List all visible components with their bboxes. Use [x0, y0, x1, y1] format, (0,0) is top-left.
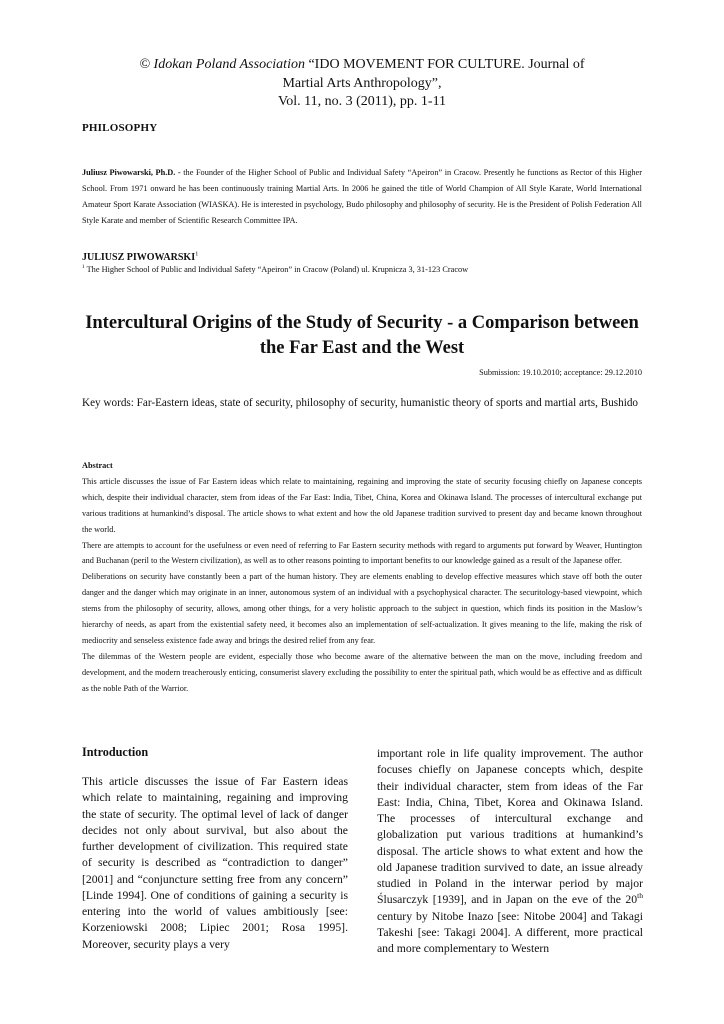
- section-label: PHILOSOPHY: [82, 122, 158, 134]
- journal-volume: Vol. 11, no. 3 (2011), pp. 1-11: [277, 94, 447, 109]
- author-bio: [82, 165, 642, 229]
- abstract-paragraph-1: This article discusses the issue of Far Eastern ideas which relate to maintaining, regaining and improving the state of security focusing chiefly on Japanese concepts which, despite their individual character, stem from ideas of the Far East: India, Tibet, China, Korea and Okinawa Island. The processes of intercultural exchange put various traditions at humankind’s disposal. The article shows to what extent and how the old Japanese tradition survived to present day and became known throughout the world.: [82, 476, 642, 534]
- abstract-paragraph-3: Deliberations on security have constantly been a part of the human history. They are elements enabling to develop effective measures which stave off both the outer danger and the danger which may originate in an inner, autonomous system of an individual with a psychophysical character. The securitology-based viewpoint, which stems from the philosophy of security, allows, among other things, for a very holistic approach to the subject in question, which finds its position in the Maslow’s hierarchy of needs, as apart from the existential safety need, it becomes also an implementation of self-actualization. It gives meaning to the life, making the risk of mediocrity and senseless existence fade away and brings the desired relief from any fear.: [82, 572, 642, 645]
- author-block: [82, 252, 642, 276]
- affiliation-footnote-mark: 1: [82, 264, 85, 271]
- bio-text: the Founder of the Higher School of Public and Individual Safety “Apeiron” in Cracow. Presently he functions as Rector of this Higher School. From 1971 onward he has been continuously training Martial Arts. In 2006 he gained the title of World Champion of All Style Karate, World International Amateur Sport Karate Association (WIASKA). He is interested in psychology, Budo philosophy and philosophy of security. He is the President of Polish Federation All Style Karate and member of Scientific Research Committee IPA.: [82, 168, 643, 225]
- publisher-name: © Idokan Poland Association: [139, 57, 305, 72]
- introduction-paragraph-right: [377, 746, 643, 957]
- bio-author-name: Juliusz Piwowarski, Ph.D. -: [82, 168, 181, 177]
- abstract-paragraph-2: There are attempts to account for the usefulness or even need of referring to Far Eastern security methods with regard to arguments put forward by Weaver, Huntington and Buchanan (peril to the Western civilization), as well as to other reasons pointing to important benefits to our knowledge gained as a result of the Japanese offer.: [82, 540, 642, 566]
- journal-name-line1: “IDO MOVEMENT FOR CULTURE. Journal of: [304, 57, 585, 72]
- keywords: Key words: Far-Eastern ideas, state of security, philosophy of security, humanistic theory of sports and martial arts, Bushido: [82, 397, 639, 409]
- introduction-heading: Introduction: [82, 745, 149, 759]
- paper-title: Intercultural Origins of the Study of Security - a Comparison between the Far East and the West: [85, 313, 639, 358]
- introduction-paragraph-left: This article discusses the issue of Far Eastern ideas which relate to maintaining, regaining and improving the state of security. The optimal level of lack of danger decides not only about survival, but also about the further development of civilization. This required state of security is described as “contradiction to danger” [2001] and “conjuncture setting free from any concern” [Linde 1994]. One of conditions of gaining a security is entering into the world of values ambitiously [see: Korzeniowski 2008; Lipiec 2001; Rosa 1995]. Moreover, security plays a very: [82, 775, 348, 951]
- author-affiliation: [82, 264, 642, 276]
- right-text-part-a: important role in life quality improvement. The author focuses chiefly on Japanese concepts which, despite their individual character, stem from ideas of the Far East: India, China, Tibet, Korea and Okinawa Island. The processes of intercultural exchange and globalization put various traditions at humankind’s disposal. The article shows to what extent and how the old Japanese tradition survived to date, an issue already studied in Poland in the interwar period by major Ślusarczyk [1939], and in Japan on the eve of the 20: [377, 747, 643, 907]
- abstract: [82, 458, 642, 697]
- abstract-paragraph-4: The dilemmas of the Western people are evident, especially those who become aware of the alternative between the man on the move, including freedom and development, and the modern treacherously enticing, consumerist slavery excluding the possibility to enter the spiritual path, which would be as effective and as difficult as the noble Path of the Warrior.: [82, 651, 642, 693]
- journal-citation-header: [120, 56, 604, 112]
- author-name: JULIUSZ PIWOWARSKI: [82, 252, 196, 263]
- ordinal-superscript: th: [637, 891, 643, 901]
- abstract-heading: Abstract: [82, 461, 113, 470]
- body-column-right: [377, 746, 643, 957]
- author-footnote-mark: 1: [195, 250, 199, 258]
- affiliation-text: The Higher School of Public and Individual Safety “Apeiron” in Cracow (Poland) ul. Krupnicza 3, 31-123 Cracow: [84, 265, 469, 274]
- submission-dates: Submission: 19.10.2010; acceptance: 29.12.2010: [479, 368, 642, 377]
- journal-name-line2: Martial Arts Anthropology”,: [282, 75, 442, 91]
- body-column-left: [82, 744, 348, 953]
- right-text-part-b: century by Nitobe Inazo [see: Nitobe 2004] and Takagi Takeshi [see: Takagi 2004]. A different, more practical and more complementary to Western: [377, 909, 643, 955]
